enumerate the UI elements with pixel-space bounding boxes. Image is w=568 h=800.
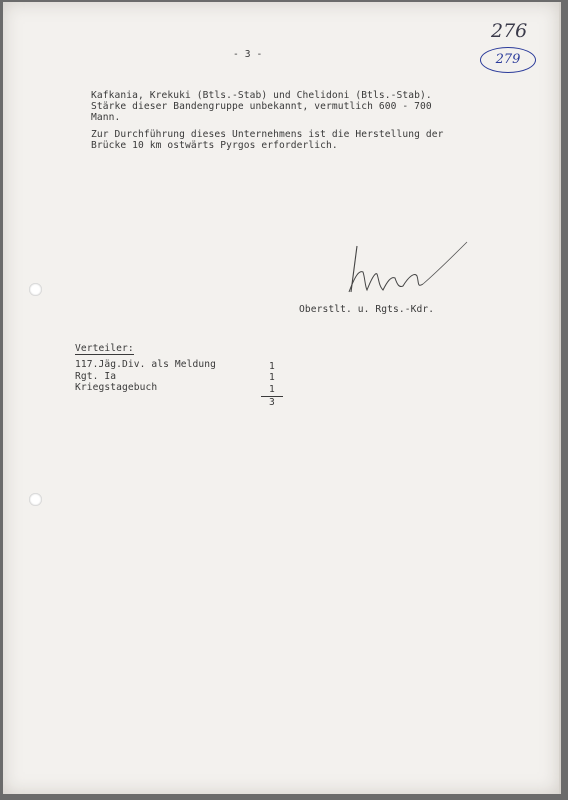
paragraph-1-line-3: Mann. <box>91 112 121 123</box>
distribution-count-2: 1 <box>269 372 275 383</box>
circled-number-stamp <box>480 47 536 73</box>
distribution-count-3: 1 <box>269 384 275 395</box>
circled-number: 279 <box>495 52 521 67</box>
distribution-recipient-3: Kriegstagebuch <box>75 382 158 393</box>
paragraph-1-line-1: Kafkania, Krekuki (Btls.-Stab) und Chelidoni (Btls.-Stab). <box>91 90 432 101</box>
distribution-recipient-1: 117.Jäg.Div. als Meldung <box>75 359 217 370</box>
archive-number: 276 <box>491 20 528 42</box>
signatory-title: Oberstlt. u. Rgts.-Kdr. <box>299 304 435 315</box>
punch-hole-top <box>29 283 42 296</box>
page-number: - 3 - <box>233 49 263 60</box>
distribution-recipient-2: Rgt. Ia <box>75 371 117 382</box>
distribution-total: 3 <box>269 397 275 408</box>
document-page <box>3 2 561 794</box>
paragraph-1-line-2: Stärke dieser Bandengruppe unbekannt, vermutlich 600 - 700 <box>91 101 432 112</box>
paragraph-2-line-1: Zur Durchführung dieses Unternehmens ist die Herstellung der <box>91 129 444 140</box>
handwritten-signature <box>343 236 473 300</box>
punch-hole-bottom <box>29 493 42 506</box>
distribution-count-1: 1 <box>269 361 275 372</box>
distribution-heading: Verteiler: <box>75 343 134 354</box>
paragraph-2-line-2: Brücke 10 km ostwärts Pyrgos erforderlich. <box>91 140 338 151</box>
